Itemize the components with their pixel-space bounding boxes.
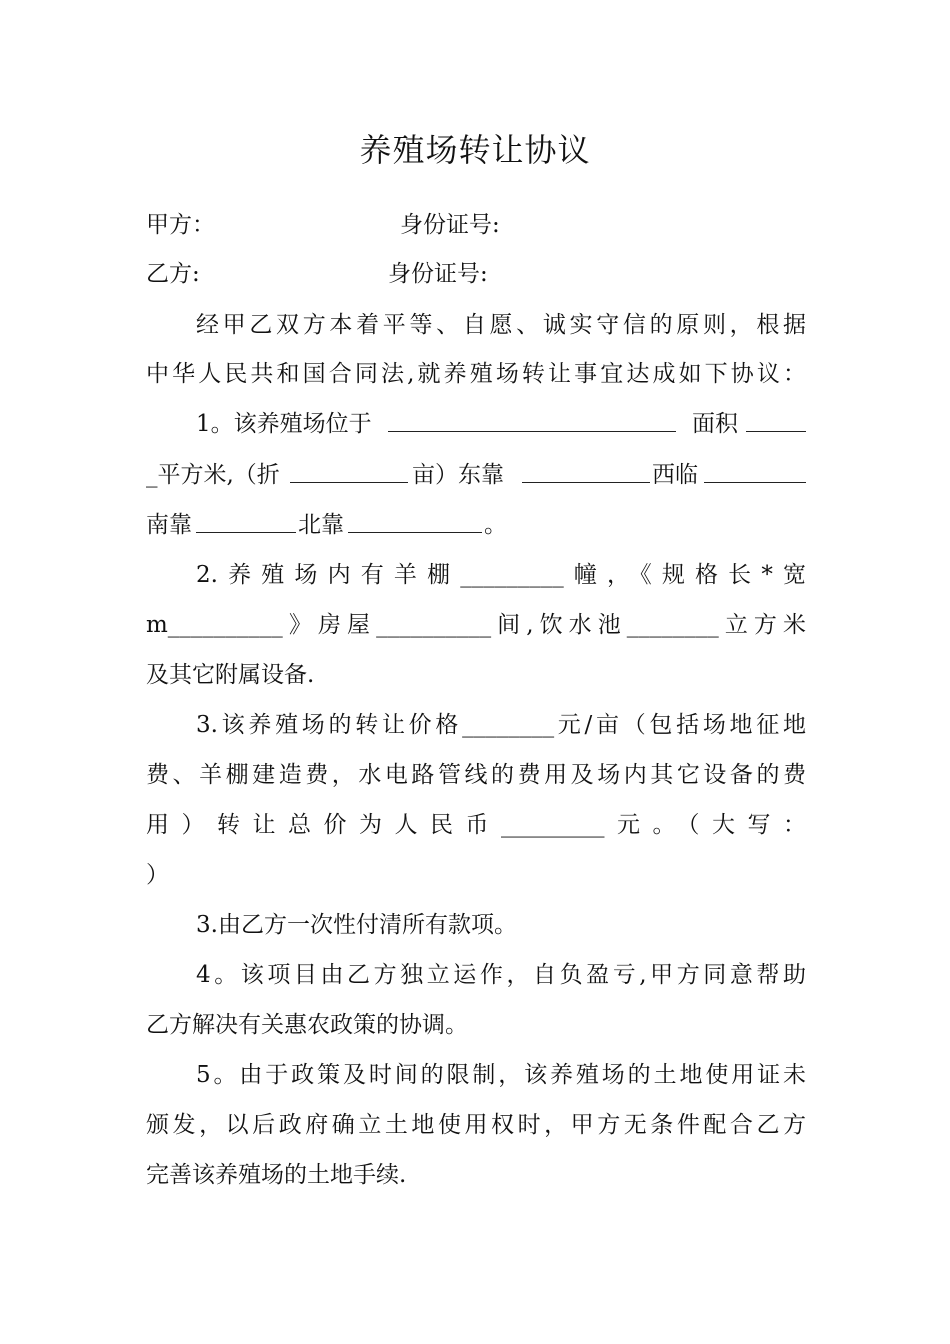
clause-1-east-label: 亩）东靠 xyxy=(412,462,504,488)
clause-5-line-1: 5。由于政策及时间的限制，该养殖场的土地使用证未 xyxy=(196,1062,806,1088)
clause-3-line-2: 费、羊棚建造费，水电路管线的费用及场内其它设备的费 xyxy=(146,762,806,788)
clause-1-mu-blank xyxy=(290,458,408,483)
clause-2-line-2: m__________》房屋__________间,饮水池________立方米 xyxy=(146,612,806,638)
clause-1-west-label: 西临 xyxy=(652,462,698,488)
party-b-label: 乙方: xyxy=(146,261,200,287)
clause-1-area-blank xyxy=(746,407,806,432)
clause-2-line-1: 2.养殖场内有羊棚_________幢，《规格长*宽 xyxy=(196,562,806,588)
clause-1-east-blank xyxy=(522,458,650,483)
clause-1-north-label: 北靠 xyxy=(298,512,344,538)
clause-3b-line-1: 3.由乙方一次性付清所有款项。 xyxy=(196,912,517,938)
clause-2-line-3: 及其它附属设备. xyxy=(146,662,315,688)
clause-1-south-blank xyxy=(196,508,296,533)
clause-1-location-blank xyxy=(388,407,676,432)
clause-5-line-3: 完善该养殖场的土地手续. xyxy=(146,1162,407,1188)
clause-4-line-1: 4。该项目由乙方独立运作，自负盈亏,甲方同意帮助 xyxy=(196,962,806,988)
clause-3-line-4: ） xyxy=(146,862,169,888)
clause-1-north-blank xyxy=(348,508,482,533)
clause-1-unit-label: _平方米,（折 xyxy=(146,462,280,488)
intro-line-2: 中华人民共和国合同法,就养殖场转让事宜达成如下协议： xyxy=(146,361,806,387)
document-title: 养殖场转让协议 xyxy=(359,131,591,169)
clause-1-end-mark: 。 xyxy=(484,512,507,538)
party-a-id-label: 身份证号: xyxy=(400,212,500,238)
clause-1-south-label: 南靠 xyxy=(146,512,192,538)
party-a-label: 甲方： xyxy=(146,212,215,238)
clause-3-line-1: 3.该养殖场的转让价格________元/亩（包括场地征地 xyxy=(196,712,806,738)
clause-4-line-2: 乙方解决有关惠农政策的协调。 xyxy=(146,1012,468,1038)
clause-3-line-3: 用）转让总价为人民币_________元。（大写： xyxy=(146,812,806,838)
clause-1-west-blank xyxy=(704,458,806,483)
clause-5-line-2: 颁发，以后政府确立土地使用权时，甲方无条件配合乙方 xyxy=(146,1112,806,1138)
clause-1-area-label: 面积 xyxy=(692,411,738,437)
intro-line-1: 经甲乙双方本着平等、自愿、诚实守信的原则，根据 xyxy=(196,312,806,338)
party-b-id-label: 身份证号: xyxy=(388,261,488,287)
clause-1-location-label: 1。该养殖场位于 xyxy=(196,411,372,437)
